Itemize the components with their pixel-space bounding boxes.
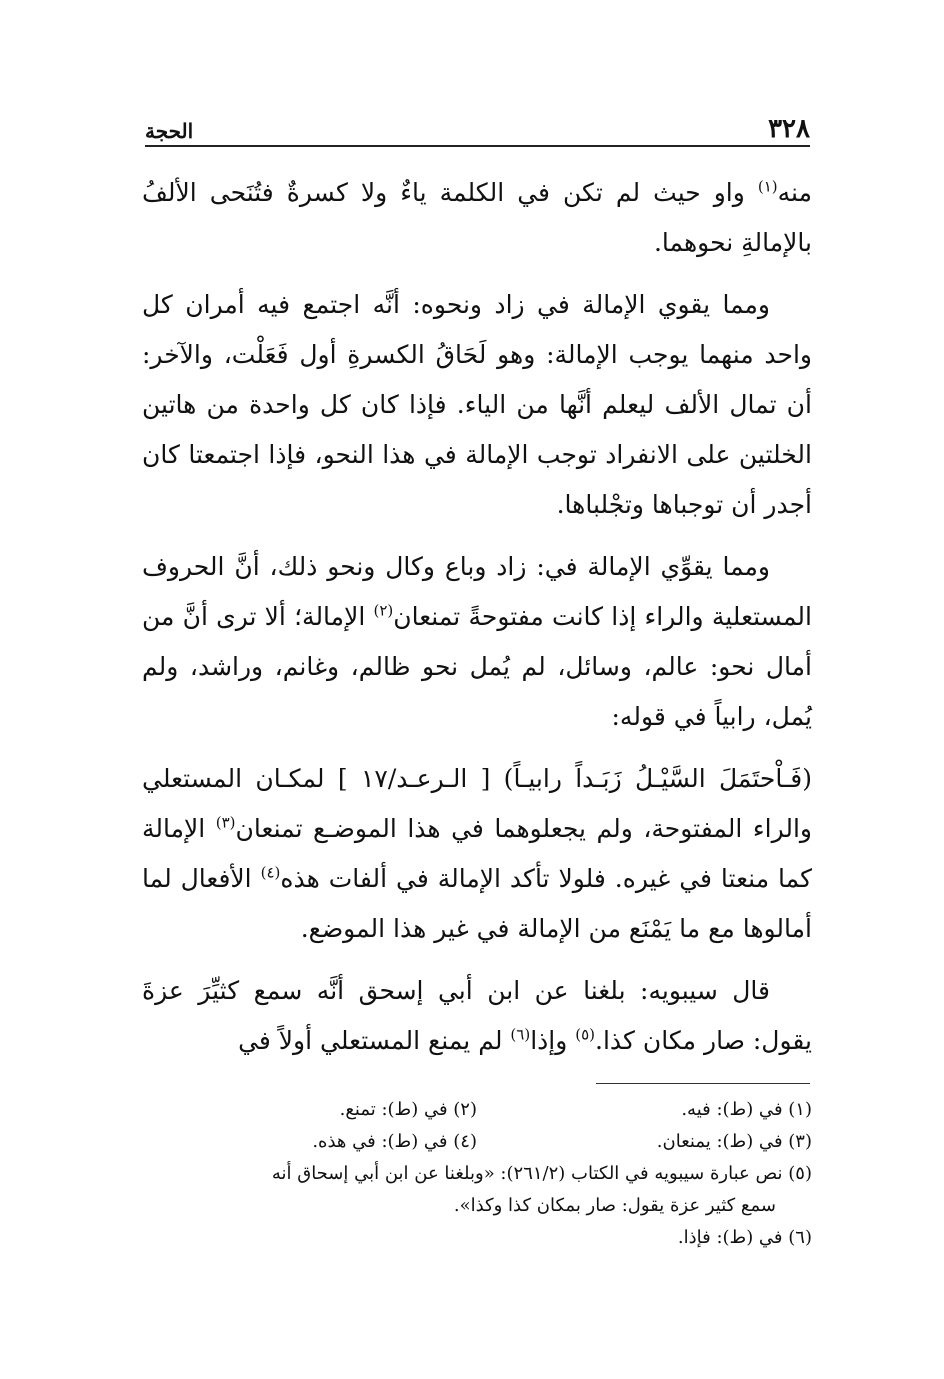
text-run: (فَـاْحتَمَلَ السَّيْـلُ زَبَـداً رابيـاً) [ الـرعـد/١٧ ] لمكـان المستعلي والراء المفتوحة، ولم يجعلوهما في هذا الموضـع تمنعان <box>142 764 812 843</box>
text-run: الإمالة كما منعتا في غيره. فلولا تأكد الإمالة في ألفات هذه <box>142 814 813 893</box>
text-run: قال سيبويه: بلغنا عن ابن أبي إسحق أنَّه سمع كثيِّرَ عزةَ يقول: صار مكان كذا. <box>142 976 812 1055</box>
main-text <box>142 168 812 1078</box>
footnote-5-line-1: (٥) نص عبارة سيبويه في الكتاب (٢٦١/٢): «وبلغنا عن ابن أبي إسحاق أنه <box>271 1163 812 1184</box>
footnote-ref-6: (٦) <box>510 1025 531 1044</box>
footnote-ref-3: (٣) <box>215 813 236 832</box>
text-run: لم يمنع المستعلي أولاً في <box>238 1026 511 1055</box>
footnote-1: (١) في (ط): فيه. <box>681 1099 812 1120</box>
paragraph-3 <box>142 542 812 742</box>
paragraph-4 <box>142 754 812 954</box>
paragraph-5 <box>142 966 812 1066</box>
footnote-2: (٢) في (ط): تمنع. <box>339 1099 477 1120</box>
text-run: واو حيث لم تكن في الكلمة ياءٌ ولا كسرةٌ فتُنَحى الألفُ بالإمالةِ نحوهما. <box>142 178 812 257</box>
text-run: الأفعال لما أمالوها مع ما يَمْنَع من الإمالة في غير هذا الموضع. <box>142 864 812 943</box>
footnote-ref-5: (٥) <box>575 1025 596 1044</box>
text-run: الإمالة؛ ألا ترى أنَّ من أمال نحو: عالم، وسائل، لم يُمل نحو ظالم، وغانم، وراشد، ولم يُمل، رابياً في قوله: <box>142 602 812 731</box>
header-rule <box>145 145 810 147</box>
footnote-4: (٤) في (ط): في هذه. <box>312 1131 477 1152</box>
footnote-rule <box>596 1083 810 1084</box>
footnote-ref-2: (٢) <box>373 601 394 620</box>
footnote-row <box>142 1094 812 1126</box>
text-run: ومما يقوِّي الإمالة في: زاد وباع وكال ونحو ذلك، أنَّ الحروف المستعلية والراء إذا كانت مفتوحةً تمنعان <box>142 552 812 631</box>
footnote-ref-1: (١) <box>757 177 778 196</box>
text-run: منه <box>777 178 812 207</box>
footnote-5-line-2: سمع كثير عزة يقول: صار بمكان كذا وكذا». <box>453 1195 776 1216</box>
paragraph-2: ومما يقوي الإمالة في زاد ونحوه: أنَّه اجتمع فيه أمران كل واحد منهما يوجب الإمالة: وهو لَحَاقُ الكسرةِ أول فَعَلْت، والآخر: أن تمال الألف ليعلم أنَّها من الياء. فإذا كان كل واحدة من هاتين الخلتين على الانفراد توجب الإمالة في هذا النحو، فإذا اجتمعتا كان أجدر أن توجباها وتجْلباها. <box>142 290 812 519</box>
footnote-6: (٦) في (ط): فإذا. <box>677 1227 812 1248</box>
page-header <box>145 112 810 148</box>
footnote-3: (٣) في (ط): يمنعان. <box>656 1131 812 1152</box>
footnote-ref-4: (٤) <box>260 863 281 882</box>
footnotes <box>142 1094 812 1254</box>
paragraph-1 <box>142 168 812 268</box>
running-title: الحجة <box>145 119 194 143</box>
page-number: ٣٢٨ <box>768 114 810 144</box>
text-run: وإذا <box>530 1026 576 1055</box>
footnote-row <box>142 1126 812 1158</box>
